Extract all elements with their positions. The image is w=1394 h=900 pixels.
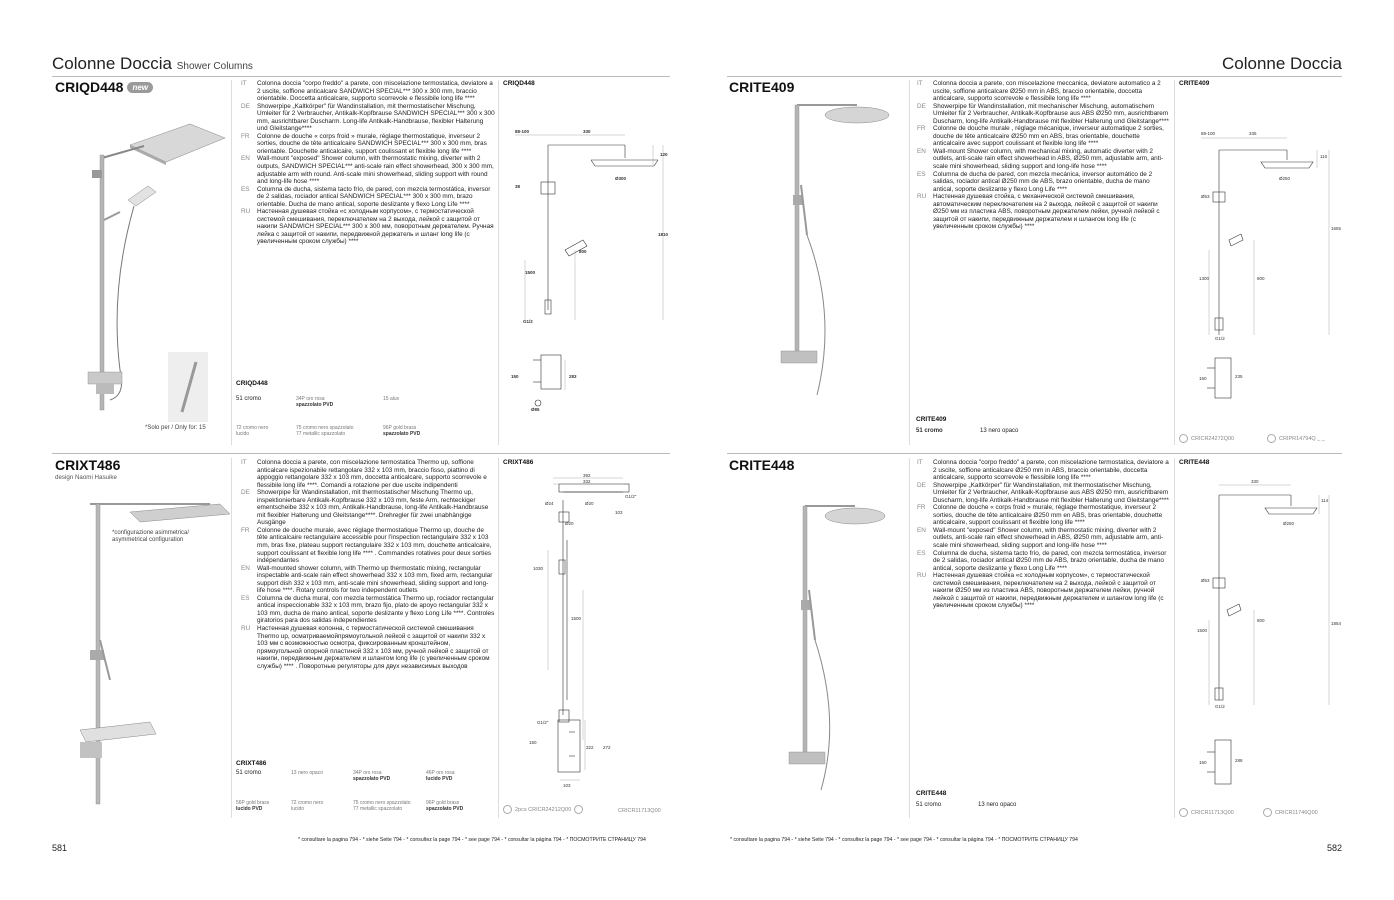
drawing-label: CRIXT486 [503, 459, 534, 466]
dim-label: 1655 [1331, 226, 1342, 231]
drawing-label: CRITE409 [1179, 80, 1210, 87]
desc-text: Showerpipe für Wandinstallation, mit mechanischer Mischung, automatischem Umleiter für 2 Verbraucher, Antikalk-Kopfbrause aus ABS Ø250 mm, ausrichtbarem Duscharm, long-life Antikalk-Handbrause mit flexibler Halterung und Gleitstange**** [933, 102, 1169, 125]
shower-head-icon [503, 805, 512, 814]
dim-label: Ø250 [1283, 521, 1295, 526]
spare-part [503, 805, 583, 814]
desc-text: Showerpipe „Kaltkörper" für Wandinstallation, mit thermostatischer Mischung, Umleiter für 2 Verbraucher, Antikalk-Kopfbrause SANDWICH SPECIAL*** 300 x 300 mm, ausrichtbarer Duscharm. Long-life Antikalk-Handbrause, flexibler Halterung und Gleitstange**** [257, 102, 495, 133]
description-block [917, 80, 1171, 231]
description-block [241, 80, 495, 246]
finish-item [383, 396, 399, 402]
dim-label: 88-100 [1201, 131, 1216, 136]
spare-part [1263, 808, 1318, 817]
lang-code: IT [917, 459, 923, 466]
dim-label: G1/2 [1215, 336, 1225, 341]
desc-row-en [917, 527, 1171, 550]
spare-part [1267, 434, 1325, 443]
col-divider [498, 80, 499, 445]
hand-shower-icon [1179, 808, 1188, 817]
spare-code: CRICR24272Q00 [1191, 435, 1235, 442]
page-number: 582 [1326, 843, 1342, 853]
finish-extra: spazzolato PVD [296, 402, 334, 408]
spare-part [1179, 808, 1234, 817]
col-divider [498, 458, 499, 818]
col-divider [231, 80, 232, 445]
finish-item [980, 428, 1018, 434]
col-divider [909, 458, 910, 818]
lang-code: FR [917, 125, 926, 133]
spare-code: CRICR11713Q00 [618, 808, 661, 814]
finish-item [236, 770, 261, 776]
finish-code: 13 [291, 770, 297, 776]
dim-label: 38 [515, 184, 521, 189]
finish-name: cromo [244, 396, 262, 402]
technical-drawing-crite409 [1179, 90, 1349, 410]
dim-label: Ø53 [1201, 194, 1210, 199]
dim-label: 88-100 [515, 129, 530, 134]
dim-label: 1500 [525, 270, 536, 275]
dim-label: 1300 [1199, 276, 1210, 281]
lang-code: ES [241, 594, 250, 602]
desc-row-fr [917, 125, 1171, 148]
desc-row-es [917, 171, 1171, 194]
finish-name: cromo nero spazzolato [302, 425, 354, 431]
finishes-label: CRIXT486 [236, 760, 267, 767]
finish-code: 13 [980, 428, 987, 434]
desc-text: Columna de ducha mural, con mezcla termostática Thermo up, rociador rectangular antical inspeccionable 332 x 103 mm, brazo fijo, plato de apoyo rectangular 332 x 103 mm, ducha de mano antical, soporte deslizante y flexo Long Life ****. Controles giratorios para dos salidas independientes [257, 594, 495, 625]
dim-label: 103 [615, 510, 623, 515]
dim-label: 272 [603, 745, 611, 750]
finish-name: alux [389, 396, 400, 402]
finish-code: 56P [236, 800, 245, 806]
dim-label: Ø20 [585, 501, 594, 506]
finishes-label: CRITE448 [916, 790, 947, 797]
finish-item [978, 802, 1016, 808]
dim-label: 335 [1249, 131, 1257, 136]
finish-item [296, 396, 376, 408]
lang-code: DE [241, 102, 250, 110]
desc-row-it [241, 80, 495, 103]
finish-item [236, 425, 291, 437]
product-code [55, 79, 153, 95]
finish-code: 15 [383, 396, 389, 402]
finish-item [291, 800, 346, 812]
spare-part [1179, 434, 1234, 443]
technical-drawing-crixt486 [503, 470, 673, 800]
cartridge-icon [1263, 808, 1272, 817]
cartridge-icon [574, 805, 583, 814]
dim-label: 1854 [1331, 621, 1342, 626]
dim-label: 322 [586, 745, 594, 750]
spare-part [618, 808, 661, 814]
desc-row-ru [241, 208, 495, 246]
desc-text: Columna de ducha de pared, con mezcla mecánica, inversor automático de 2 salidas, rociador antical Ø250 mm de ABS, brazo orientable, ducha de mano antical, soporte deslizante y flexo Long Life **** [933, 170, 1153, 193]
lang-code: FR [917, 504, 926, 512]
footnote: * consultare la pagina 794 - * siehe Seite 794 - * consultez la page 794 - * see page 794 - * consultar la página 794 - * ПОСМОТРИТЕ СТРАНИЦУ 794 [730, 837, 1078, 843]
finish-extra: spazzolato PVD [383, 431, 421, 437]
finishes-label: CRIQD448 [236, 380, 268, 387]
desc-text: Настенная душевая стойка «с холодным корпусом», с термостатической системой смешивания, переключателем на 2 выхода, лейкой с защитой от накипи Ø250 мм из пластика ABS, поворотным держателем лейки, ручной лейкой с защитой от накипи, передвижным держателем и шлангом long life (с увеличенным сроком службы) **** [933, 572, 1164, 610]
finish-name: cromo [924, 802, 942, 808]
dim-label: Ø53 [1201, 578, 1210, 583]
dim-label: 150 [1199, 760, 1207, 765]
desc-row-de [917, 482, 1171, 505]
lang-code: DE [917, 102, 926, 110]
finish-item [383, 425, 443, 437]
right-page [697, 0, 1394, 900]
finish-code: 51 [916, 802, 923, 808]
page-title: Colonne Doccia [1221, 54, 1342, 73]
desc-text: Colonna doccia a parete, con miscelazione meccanica, deviatore automatico a 2 uscite, soffione anticalcare Ø250 mm in ABS, braccio orientabile, doccetta anticalcare, supporto scorrevole e flessibile long life **** [933, 80, 1161, 103]
dim-label: Ø250 [1279, 176, 1291, 181]
dim-label: 800 [579, 249, 587, 254]
desc-text: Showerpipe für Wandinstallation, mit thermostatischer Mischung Thermo up, inspektionierbare Antikalk-Kopfbrause 332 x 103 mm, feste Arm, rechteckiger ementscheibe 332 x 103 mm, Antikalk-Handbrause, long-life Antikalk-Handbrause mit flexibler Halterung und Gleitstange****. Drehregler für zwei unabhängige Ausgänge [257, 489, 489, 527]
desc-row-ru [917, 193, 1171, 231]
dim-label: G1/2 [1215, 704, 1225, 709]
lang-code: IT [917, 80, 923, 87]
desc-row-de [241, 103, 495, 133]
only-for-note: *Solo per / Only for: 15 [145, 425, 206, 431]
desc-row-de [241, 489, 495, 527]
desc-text: Colonne de douche murale , réglage mécanique, inverseur automatique 2 sorties, douche de tête anticalcaire Ø250 mm en ABS, bras orientable, douchette anticalcaire avec support coulissant et flexible long life **** [933, 125, 1164, 148]
dim-label: G1/2 [523, 319, 533, 324]
finish-extra: lucido [236, 431, 250, 437]
top-rule [727, 76, 1342, 77]
finish-code: 51 [916, 428, 923, 434]
finish-code: 51 [236, 770, 243, 776]
description-block [917, 459, 1171, 610]
desc-text: Columna de ducha, sistema tacto frío, de pared, con mezcla termostática, inversor de 2 salidas, rociador antical SANDWICH SPECIAL*** 300 x 300 mm, brazo orientable. Ducha de mano antical, soporte deslizante y flexo Long Life **** [257, 185, 491, 208]
desc-text: Wall-mounted shower column, with Thermo up thermostatic mixing, rectangular inspectable anti-scale rain effect showerhead 332 x 103 mm, fixed arm, rectangular support dish 332 x 103 mm, anti-scale mini showerhead, sliding support and long-life hose ****. Rotary controls for two independent outlets [257, 564, 493, 595]
top-rule [52, 76, 670, 77]
finish-code: 51 [236, 396, 243, 402]
finish-name: gold brass [436, 800, 460, 806]
technical-drawing-criqd448 [503, 90, 673, 420]
lang-code: FR [241, 526, 250, 534]
finish-code: 13 [978, 802, 985, 808]
desc-text: Wall-mount "exposed" Shower column, with thermostatic mixing, diverter with 2 outlets, anti-scale rain effect showerhead in ABS, Ø250 mm, adjustable arm, anti-scale mini showerhead, sliding support and long-life hose **** [933, 526, 1164, 550]
col-divider [909, 80, 910, 445]
finish-extra: spazzolato PVD [426, 806, 464, 812]
lang-code: IT [241, 459, 247, 466]
finish-extra: lucido PVD [236, 806, 263, 812]
desc-row-en [917, 148, 1171, 171]
lang-code: FR [241, 132, 250, 140]
lang-code: EN [241, 564, 250, 572]
finish-name: oro rosa [363, 770, 382, 776]
dim-label: 800 [1257, 618, 1265, 623]
dim-label: 120 [660, 152, 668, 157]
dim-label: 283 [569, 374, 577, 379]
description-block [241, 459, 495, 670]
spare-code: CRIPR14794Q _ _ [1279, 435, 1325, 442]
product-photo-crite448 [777, 490, 907, 820]
page-number: 581 [52, 843, 68, 853]
spare-code: CRICR11746Q00 [1275, 809, 1318, 816]
dim-label: Ø85 [531, 407, 540, 412]
lang-code: ES [917, 549, 926, 557]
finish-name: cromo [924, 428, 943, 434]
dim-label: 1500 [1197, 628, 1208, 633]
lang-code: EN [917, 147, 926, 155]
finish-item [296, 425, 378, 437]
finish-name: cromo nero [297, 800, 324, 806]
finish-extra: 77 metallic spazzolato [296, 431, 346, 437]
finish-name: gold brass [393, 425, 417, 431]
asymmetric-note: *configurazione asimmetrica/ asymmetrical configuration [112, 530, 190, 543]
product-code: CRITE448 [729, 457, 795, 473]
hand-shower-thumbnail [168, 352, 208, 422]
dim-label: Ø300 [615, 176, 627, 181]
desc-text: Настенная душевая стойка «с холодным корпусом», с термостатической системой смешивания, переключателем на 2 выхода, лейкой с защитой от накипи SANDWICH SPECIAL*** 300 x 300 мм, поворотным держателем. Ручная лейка с защитой от накипи, передвижной держатель и шланг long life (с увеличенным сроком службы) **** [257, 208, 494, 246]
dim-label: 1500 [571, 616, 582, 621]
desc-row-it [241, 459, 495, 489]
finish-name: cromo nero [242, 425, 269, 431]
desc-row-ru [241, 625, 495, 670]
finish-name: nero opaco [986, 802, 1017, 808]
dim-label: 800 [1257, 276, 1265, 281]
lang-code: DE [241, 489, 250, 497]
dim-label: Ø24 [545, 501, 554, 506]
desc-row-es [241, 186, 495, 209]
desc-row-fr [241, 527, 495, 565]
dim-label: 1810 [658, 232, 669, 237]
lang-code: DE [917, 481, 926, 489]
shower-head-icon [1179, 434, 1188, 443]
dim-label: 114 [1321, 498, 1329, 503]
desc-text: Showerpipe „Kaltkörper" für Wandinstallation, mit thermostatischer Mischung, Umleiter für 2 Verbraucher, Antikalk-Kopfbrause aus ABS Ø250 mm, ausrichtbarem Duscharm, long-life Antikalk-Handbrause mit flexibler Halterung und Gleitstange**** [933, 481, 1169, 504]
title-main: Colonne Doccia [52, 54, 173, 73]
product-code: CRITE409 [729, 79, 795, 95]
desc-text: Colonne de douche murale, avec réglage thermostatique Thermo up, douche de tête anticalcaire rectangulaire accessible pour l'inspection rectangulaire 332 x 103 mm, bras fixe, plateau support rectangulaire 332 x 103 mm, douchette anticalcaire, support coulissant et flexible long life **** . Commandes rotatives pour deux sorties indépendantes [257, 526, 492, 565]
desc-text: Colonna doccia "corpo freddo" a parete, con miscelazione termostatica, deviatore a 2 uscite, soffione anticalcare Ø250 mm in ABS, braccio orientabile, doccetta anticalcare, supporto scorrevole e flessibile long life **** [933, 459, 1169, 482]
footnote: * consultare la pagina 794 - * siehe Seite 794 - * consultez la page 794 - * see page 794 - * consultar la página 794 - * ПОСМОТРИТЕ СТРАНИЦУ 794 [298, 837, 646, 843]
dim-label: 288 [1235, 758, 1243, 763]
lang-code: EN [241, 155, 250, 163]
finish-code: 75 [353, 800, 359, 806]
lang-code: RU [917, 193, 927, 201]
dim-label: 150 [1199, 376, 1207, 381]
desc-text: Wall-mount "exposed" Shower column, with thermostatic mixing, diverter with 2 outputs, SANDWICH SPECIAL*** anti-scale rain effect showerhead, 300 x 300 mm, adjustable arm with round. Anti-scale mini showerhead, sliding support with round and long-life hose **** [257, 155, 494, 186]
finish-name: nero opaco [297, 770, 323, 776]
middle-rule [727, 453, 1342, 454]
spare-code: 2pcs CRICR24212Q00 [515, 806, 572, 813]
finish-item [426, 800, 486, 812]
dim-label: 235 [1235, 374, 1243, 379]
desc-text: Colonne de douche « corps froid » murale, réglage thermostatique, inverseur 2 sorties, douche de tête anticalcaire SANDWICH SPECIAL*** 300 x 300 mm, bras orientable. Douchette anticalcaire, support coulissant et flexible long life **** [257, 132, 487, 155]
col-divider [231, 458, 232, 818]
desc-row-de [917, 103, 1171, 126]
dim-label: 330 [1251, 479, 1259, 484]
finish-code: 46P [426, 770, 435, 776]
lang-code: ES [241, 185, 250, 193]
new-badge: new [127, 82, 153, 93]
finish-name: gold brass [246, 800, 270, 806]
technical-drawing-crite448 [1179, 470, 1349, 800]
dim-label: 330 [583, 129, 591, 134]
dim-label: 150 [529, 740, 537, 745]
finish-code: 72 [236, 425, 242, 431]
lang-code: EN [917, 526, 926, 534]
dim-label: Ø20 [565, 521, 574, 526]
col-divider [1174, 458, 1175, 818]
dim-label: 110 [1320, 154, 1328, 159]
finish-extra: 77 metallic spazzolato [353, 806, 403, 812]
product-code-text: CRIQD448 [55, 79, 124, 95]
desc-text: Columna de ducha, sistema tacto frío, de pared, con mezcla termostática, inversor de 2 salidas, rociador antical Ø250 mm de ABS, brazo orientable, ducha de mano antical, soporte deslizante y flexo Long Life **** [933, 549, 1167, 572]
drawing-label: CRIQD448 [503, 80, 535, 87]
dim-label: 150 [511, 374, 519, 379]
desc-row-es [917, 550, 1171, 573]
finish-item [291, 770, 323, 776]
lang-code: RU [917, 572, 927, 580]
desc-row-en [241, 565, 495, 595]
product-code: CRIXT486 [55, 457, 121, 473]
finish-code: 72 [291, 800, 297, 806]
col-divider [1174, 80, 1175, 445]
finish-item [916, 428, 943, 434]
desc-row-fr [917, 504, 1171, 527]
page-title [52, 54, 253, 74]
desc-text: Colonne de douche « corps froid » murale, réglage thermostatique, inverseur 2 sorties, douche de tête anticalcaire Ø250 mm en ABS, bras orientable, douchette anticalcaire, support coulissant et flexible long life **** [933, 504, 1163, 527]
designer-credit: design Naomi Hasuike [55, 474, 117, 481]
desc-row-it [917, 80, 1171, 103]
spare-code: CRICR11713Q00 [1191, 809, 1234, 816]
finish-name: cromo nero spazzolato [359, 800, 411, 806]
finish-item [916, 802, 941, 808]
dim-label: 103 [563, 783, 571, 788]
lang-code: RU [241, 208, 251, 216]
desc-text: Colonna doccia a parete, con miscelazione termostatica Thermo up, soffione anticalcare ispezionabile rettangolare 332 x 103 mm, braccio fisso, piattino di appoggio rettangolare 332 x 103 mm, doccetta anticalcare, supporto scorrevole e flessibile long life ****. Comandi a rotazione per due uscite indipendenti [257, 459, 487, 489]
desc-text: Настенная душевая стойка, с механической системой смешивания, автоматическим переключателем на 2 выхода, лейкой с защитой от накипи Ø250 мм из пластика ABS, поворотным держателем лейки, ручной лейкой с защитой от накипи, передвижным держателем и шлангом long life (с увеличенным сроком службы) **** [933, 193, 1160, 231]
finish-name: nero opaco [988, 428, 1019, 434]
finish-name: oro rosa [306, 396, 325, 402]
lang-code: IT [241, 80, 247, 87]
hand-shower-icon [1267, 434, 1276, 443]
desc-row-it [917, 459, 1171, 482]
finish-code: 96P [426, 800, 435, 806]
finishes-label: CRITE409 [916, 416, 947, 423]
desc-text: Wall-mount Shower column, with mechanical mixing, automatic diverter with 2 outlets, anti-scale rain effect showerhead in ABS, Ø250 mm, adjustable arm, anti-scale mini showerhead, sliding support and long-life hose **** [933, 147, 1164, 171]
finish-item [236, 396, 261, 402]
finish-code: 34P [296, 396, 305, 402]
desc-row-fr [241, 133, 495, 156]
dim-label: 392 [583, 473, 591, 478]
title-sub: Shower Columns [176, 61, 253, 72]
dim-label: 1030 [533, 566, 544, 571]
desc-row-en [241, 155, 495, 185]
finish-extra: lucido PVD [426, 776, 453, 782]
finish-code: 96P [383, 425, 392, 431]
finish-item [426, 770, 486, 782]
dim-label: G1/2" [537, 720, 549, 725]
middle-rule [52, 453, 670, 454]
dim-label: G1/2" [625, 494, 637, 499]
finish-extra: lucido [291, 806, 305, 812]
finish-item [353, 770, 423, 782]
desc-row-es [241, 595, 495, 625]
finish-code: 34P [353, 770, 362, 776]
desc-text: Настенная душевая колонна, с термостатической системой смешивания Thermo up, осматриваемойпрямоугольной лейкой с защитой от накипи 332 x 103 мм с возможностью осмотра, фиксированным кронштейном, прямоугольной опорной пластиной 332 x 103 мм, ручной лейкой с защитой от накипи, передвижным держателем и шлангом long life (с увеличенным сроком службы) **** . Поворотные регуляторы для двух независимых выходов [257, 625, 490, 670]
finish-item [353, 800, 425, 812]
desc-row-ru [917, 572, 1171, 610]
dim-label: 332 [583, 479, 591, 484]
finish-name: oro rosa [436, 770, 455, 776]
finish-name: cromo [244, 770, 262, 776]
lang-code: ES [917, 170, 926, 178]
finish-code: 75 [296, 425, 302, 431]
lang-code: RU [241, 625, 251, 633]
finish-item [236, 800, 288, 812]
drawing-label: CRITE448 [1179, 459, 1210, 466]
finish-extra: spazzolato PVD [353, 776, 391, 782]
product-photo-crite409 [767, 95, 907, 425]
desc-text: Colonna doccia "corpo freddo" a parete, con miscelazione termostatica, deviatore a 2 uscite, soffione anticalcare SANDWICH SPECIAL*** 300 x 300 mm, braccio orientabile. Doccetta anticalcare, supporto scorrevole e flessibile long life **** [257, 80, 493, 103]
